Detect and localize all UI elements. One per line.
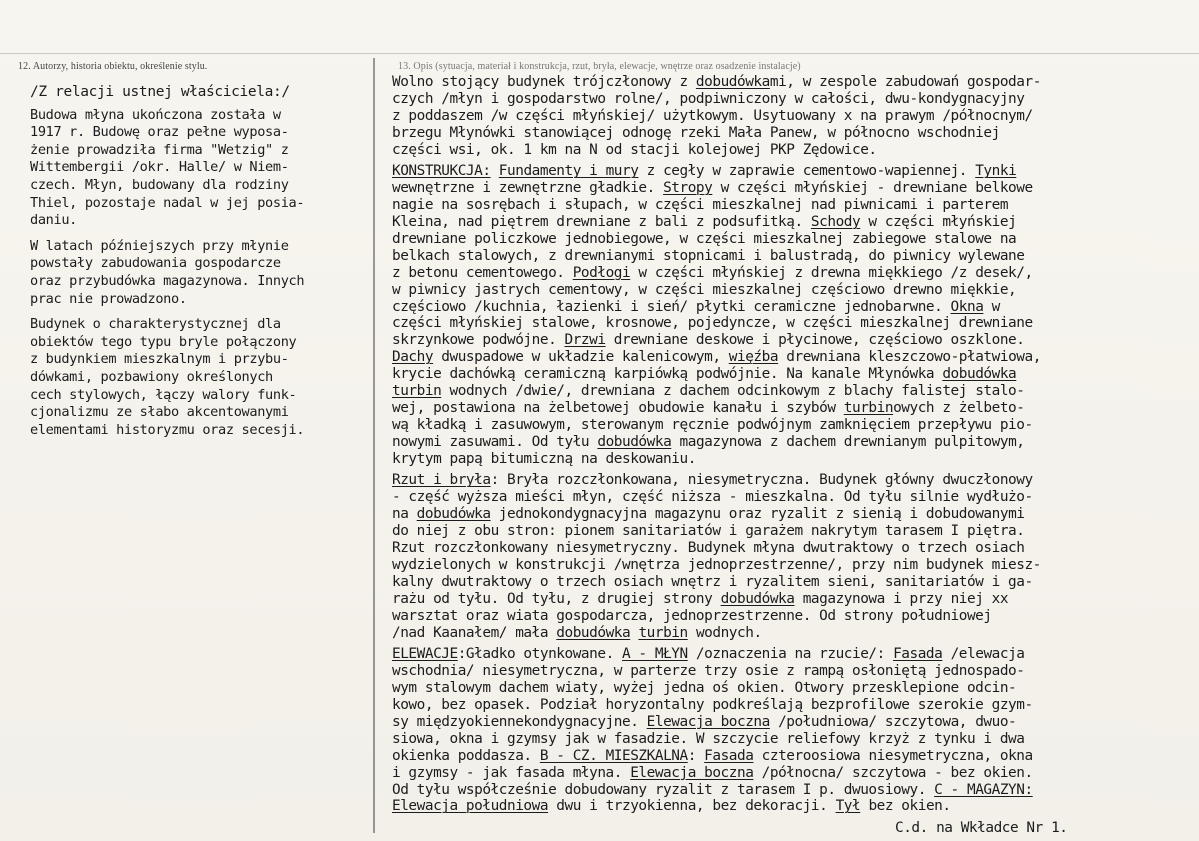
text-line: ELEWACJE:Gładko otynkowane. A - MŁYN /oznaczenia na rzucie/: Fasada /elewacja <box>392 646 1025 663</box>
text-line: brzegu Młynówki stanowiącej odnogę rzeki Mała Panew, w północno wschodniej <box>392 124 1000 141</box>
text-line: siowa, okna i gzymsy jak w fasadzie. W szczycie reliefowy krzyż z tynku i dwa <box>392 730 1025 747</box>
text-line: turbin wodnych /dwie/, drewniana z dachem odcinkowym z blachy falistej stalo- <box>392 383 1025 400</box>
text-line: z budynkiem mieszkalnym i przybu- <box>30 351 289 368</box>
text-line: elementami historyzmu oraz secesji. <box>30 421 305 438</box>
text-line: skrzynkowe podwójne. Drzwi drewniane deskowe i płycinowe, częściowo oszklone. <box>392 332 1025 349</box>
left-paragraph <box>30 316 375 439</box>
text-line: Wittembergii /okr. Halle/ w Niem- <box>30 159 289 176</box>
text-line: i gzymsy - jak fasada młyna. Elewacja boczna /północna/ szczytowa - bez okien. <box>392 764 1033 781</box>
text-line: wej, postawiona na żelbetowej obudowie kanału i szybów turbinowych z żelbeto- <box>392 399 1025 416</box>
text-line: Thiel, pozostaje nadal w jej posia- <box>30 194 305 211</box>
text-line: obiektów tego typu bryle połączony <box>30 333 297 350</box>
description-section <box>392 646 1192 815</box>
left-column-header: 12. Autorzy, historia obiektu, określenie stylu. <box>18 61 208 72</box>
text-line: Dachy dwuspadowe w układzie kalenicowym, więźba drewniana kleszczowo-płatwiowa, <box>392 349 1041 366</box>
text-line: części wsi, ok. 1 km na N od stacji kolejowej PKP Zędowice. <box>392 141 877 158</box>
text-line: nagie na sosrębach i słupach, w części mieszkalnej nad piwnicami i parterem <box>392 197 1009 214</box>
text-line: powstały zabudowania gospodarcze <box>30 255 281 272</box>
continuation-note: C.d. na Wkładce Nr 1. <box>895 820 1068 837</box>
left-paragraph <box>30 238 375 308</box>
text-line: kalny dwutraktowy o trzech osiach wnętrz i ryzalitem sieni, sanitariatów i ga- <box>392 573 1033 590</box>
text-line: cech stylowych, łączy walory funk- <box>30 386 297 403</box>
text-line: wą kładką i zasuwowym, sterowanym ręcznie podwójnym zamknięciem przepływu pio- <box>392 416 1033 433</box>
text-line: wym stalowym dachem wiaty, wyżej jedna oś okien. Otwory przesklepione odcin- <box>392 680 1017 697</box>
text-line: czych /młyn i gospodarstwo rolne/, podpiwniczony w całości, dwu-kondygnacyjny <box>392 90 1025 107</box>
left-paragraph <box>30 107 375 230</box>
text-line: Rzut i bryła: Bryła rozczłonkowana, niesymetryczna. Budynek główny dwuczłonowy <box>392 472 1033 489</box>
text-line: z poddaszem /w części młyńskiej/ użytkowym. Usytuowany x na prawym /północnym/ <box>392 107 1033 124</box>
text-line: Kleina, nad piętrem drewniane z bali z podsufitką. Schody w części młyńskiej <box>392 214 1017 231</box>
text-line: Elewacja południowa dwu i trzyokienna, bez dekoracji. Tył bez okien. <box>392 798 951 815</box>
text-line: Od tyłu współcześnie dobudowany ryzalit z tarasem I p. dwuosiowy. C - MAGAZYN: <box>392 781 1033 798</box>
text-line: kowo, bez opasek. Podział horyzontalny podkreślają bezprofilowe szerokie gzym- <box>392 697 1033 714</box>
text-line: oraz przybudówka magazynowa. Innych <box>30 272 305 289</box>
text-line: prac nie prowadzono. <box>30 290 187 307</box>
text-line: czech. Młyn, budowany dla rodziny <box>30 176 289 193</box>
left-column-text <box>30 84 375 447</box>
text-line: Wolno stojący budynek trójczłonowy z dobudówkami, w zespole zabudowań gospodar- <box>392 74 1041 90</box>
text-line: krytym papą bitumiczną na deskowaniu. <box>392 450 696 467</box>
top-rule <box>0 53 1199 54</box>
text-line: krycie dachówką ceramiczną karpiówką podwójnie. Na kanale Młynówka dobudówka <box>392 366 1017 383</box>
text-line: W latach późniejszych przy młynie <box>30 237 289 254</box>
text-line: części młyńskiej stalowe, krosnowe, pojedyncze, w części mieszkalnej drewniane <box>392 315 1033 332</box>
text-line: częściowo /kuchnia, łazienki i sień/ płytki ceramiczne jednobarwne. Okna w <box>392 298 1000 315</box>
text-line: drewniane policzkowe jednobiegowe, w części mieszkalnej zabiegowe stalowe na <box>392 231 1017 248</box>
text-line: Budynek o charakterystycznej dla <box>30 316 281 333</box>
text-line: z betonu cementowego. Podłogi w części młyńskiej z drewna miękkiego /z desek/, <box>392 264 1033 281</box>
text-line: Rzut rozczłonkowany niesymetryczny. Budynek młyna dwutraktowy o trzech osiach <box>392 540 1025 557</box>
description-section <box>392 472 1192 641</box>
text-line: warsztat oraz wiata gospodarcza, jednoprzestrzenne. Od strony południowej <box>392 607 992 624</box>
text-line: - część wyższa mieści młyn, część niższa - mieszkalna. Od tyłu silnie wydłużo- <box>392 489 1033 506</box>
text-line: w piwnicy jastrych cementowy, w części mieszkalnej częściowo drewno miękkie, <box>392 281 1017 298</box>
text-line: wewnętrzne i zewnętrzne gładkie. Stropy w części młyńskiej - drewniane belkowe <box>392 180 1033 197</box>
text-line: /nad Kaanałem/ mała dobudówka turbin wodnych. <box>392 624 762 641</box>
text-line: daniu. <box>30 212 78 229</box>
text-line: żenie prowadziła firma "Wetzig" z <box>30 141 289 158</box>
description-section <box>392 163 1192 467</box>
text-line: wydzielonych w konstrukcji /wnętrza jednoprzestrzenne/, przy nim budynek miesz- <box>392 556 1041 573</box>
text-line: wschodnia/ niesymetryczna, w parterze trzy osie z rampą osłoniętą jednospado- <box>392 663 1025 680</box>
text-line: okienka poddasza. B - CZ. MIESZKALNA: Fasada czteroosiowa niesymetryczna, okna <box>392 747 1033 764</box>
text-line: rażu od tyłu. Od tyłu, z drugiej strony dobudówka magazynowa i przy niej xx <box>392 590 1009 607</box>
text-line: dówkami, pozbawiony określonych <box>30 368 273 385</box>
text-line: sy międzyokiennekondygnacyjne. Elewacja boczna /południowa/ szczytowa, dwuo- <box>392 713 1017 730</box>
text-line: do niej z obu stron: pionem sanitariatów i garażem nakrytym tarasem I piętra. <box>392 523 1025 540</box>
text-line: cjonalizmu ze słabo akcentowanymi <box>30 404 289 421</box>
right-column-text <box>392 74 1192 837</box>
left-intro: /Z relacji ustnej właściciela:/ <box>30 84 290 100</box>
text-line: belkach stalowych, z drewnianymi stopnicami i balustradą, do piwnicy wylewane <box>392 247 1025 264</box>
right-column-header: 13. Opis (sytuacja, materiał i konstrukcja, rzut, bryła, elewacje, wnętrze oraz osadzenie instalacje) <box>398 61 801 72</box>
description-section <box>392 74 1192 158</box>
text-line: na dobudówka jednokondygnacyjna magazynu oraz ryzalit z sienią i dobudowanymi <box>392 506 1025 523</box>
text-line: nowymi zasuwami. Od tyłu dobudówka magazynowa z dachem drewnianym pulpitowym, <box>392 433 1025 450</box>
text-line: 1917 r. Budowę oraz pełne wyposa- <box>30 124 289 141</box>
text-line: KONSTRUKCJA: Fundamenty i mury z cegły w zaprawie cementowo-wapiennej. Tynki <box>392 163 1017 180</box>
text-line: Budowa młyna ukończona została w <box>30 106 281 123</box>
